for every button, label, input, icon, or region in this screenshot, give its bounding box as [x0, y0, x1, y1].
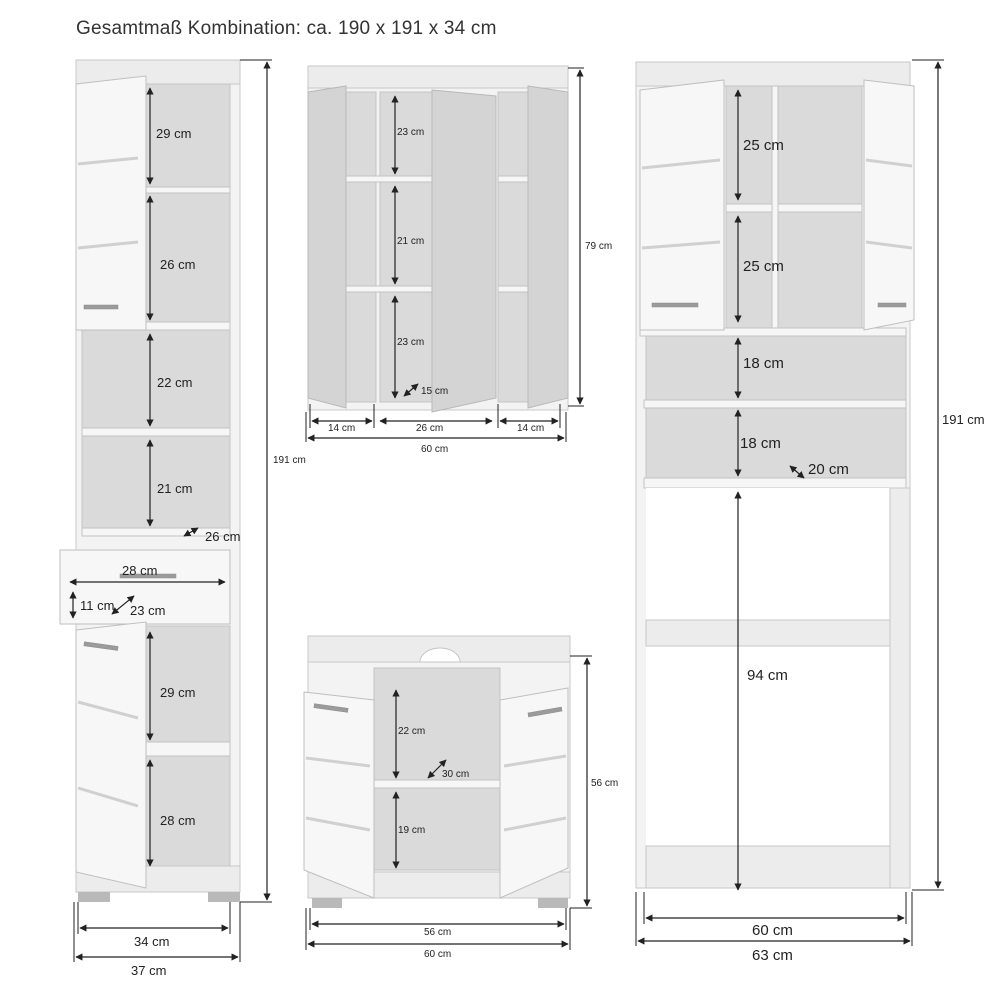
dimension-label: 21 cm: [157, 481, 193, 496]
dimension-label: 28 cm: [160, 813, 196, 828]
dimension-label: 14 cm: [517, 423, 545, 434]
washer-cabinet-door-right: [864, 80, 914, 330]
washer-cabinet-divider: [772, 86, 778, 330]
dimension-label: 18 cm: [743, 355, 784, 372]
washer-cabinet-side-panel: [890, 488, 910, 888]
vanity-foot: [538, 898, 568, 908]
tall-cabinet-lower-door: [76, 622, 146, 888]
tall-cabinet-foot: [78, 892, 110, 902]
washer-cabinet-floor-rail: [646, 846, 890, 888]
dimension-label: 30 cm: [442, 769, 470, 780]
mirror-door-center: [432, 90, 496, 412]
mirror-cabinet: [306, 66, 612, 455]
tall-cabinet-upper-interior: [146, 84, 230, 328]
dimension-label: 11 cm: [80, 598, 115, 613]
dimension-label: 22 cm: [157, 375, 193, 390]
door-handle: [652, 303, 698, 307]
dimension-label: 56 cm: [591, 778, 619, 789]
vanity-foot: [312, 898, 342, 908]
washer-cabinet-crossbar: [646, 620, 890, 646]
door-handle: [878, 303, 906, 307]
dimension-label: 26 cm: [205, 529, 241, 544]
page-title: Gesamtmaß Kombination: ca. 190 x 191 x 34 cm: [76, 18, 497, 39]
dimension-label: 15 cm: [421, 386, 449, 397]
dimension-label: 23 cm: [130, 603, 166, 618]
dimension-label: 94 cm: [747, 667, 788, 684]
dimension-label: 191 cm: [942, 412, 985, 427]
door-handle: [84, 305, 118, 309]
washer-cabinet-shelf: [726, 204, 862, 212]
tall-cabinet-shelf: [82, 428, 230, 436]
dimension-label: 79 cm: [585, 241, 613, 252]
dimension-label: 63 cm: [752, 947, 793, 964]
tall-cabinet-upper-door: [76, 76, 146, 330]
washer-cabinet-door-left: [640, 80, 724, 330]
tall-cabinet: [60, 60, 306, 978]
mirror-cabinet-interior: [346, 92, 376, 402]
dimension-label: 18 cm: [740, 435, 781, 452]
vanity-shelf: [374, 780, 500, 788]
dimension-label: 28 cm: [122, 563, 158, 578]
dimension-label: 14 cm: [328, 423, 356, 434]
mirror-door-right: [528, 86, 568, 408]
mirror-cabinet-top: [308, 66, 568, 88]
dimension-label: 60 cm: [421, 444, 449, 455]
dimension-label: 37 cm: [131, 963, 167, 978]
mirror-door-left: [308, 86, 346, 408]
dimension-label: 23 cm: [397, 337, 425, 348]
dimension-label: 29 cm: [156, 126, 192, 141]
dimension-label: 60 cm: [424, 949, 452, 960]
dimension-label: 23 cm: [397, 127, 425, 138]
dimension-label: 22 cm: [398, 726, 426, 737]
dimension-label: 29 cm: [160, 685, 196, 700]
washer-cabinet-opening: [646, 488, 890, 888]
washer-cabinet-shelf: [644, 400, 906, 408]
dimension-label: 34 cm: [134, 934, 170, 949]
dimension-label: 26 cm: [416, 423, 444, 434]
mirror-cabinet-shelf: [498, 286, 528, 292]
dimension-label: 60 cm: [752, 922, 793, 939]
tall-cabinet-top: [76, 60, 240, 84]
dimension-label: 25 cm: [743, 258, 784, 275]
washer-cabinet-shelf: [644, 478, 906, 488]
dimension-label: 20 cm: [808, 461, 849, 478]
vanity-cabinet: [304, 636, 618, 960]
mirror-cabinet-shelf: [498, 176, 528, 182]
mirror-cabinet-shelf: [346, 286, 432, 292]
mirror-cabinet-shelf: [346, 176, 432, 182]
tall-cabinet-foot: [208, 892, 240, 902]
dimension-label: 21 cm: [397, 236, 425, 247]
dimension-label: 19 cm: [398, 825, 426, 836]
dimension-label: 26 cm: [160, 257, 196, 272]
tall-cabinet-shelf: [146, 187, 230, 193]
vanity-door-right: [500, 688, 568, 898]
mirror-cabinet-interior: [380, 92, 432, 402]
mirror-cabinet-interior: [498, 92, 528, 402]
dimension-label: 191 cm: [273, 455, 306, 466]
washer-cabinet: [636, 60, 985, 964]
tall-cabinet-shelf: [146, 742, 230, 756]
dimension-label: 56 cm: [424, 927, 452, 938]
vanity-door-left: [304, 692, 374, 898]
dimension-label: 25 cm: [743, 137, 784, 154]
